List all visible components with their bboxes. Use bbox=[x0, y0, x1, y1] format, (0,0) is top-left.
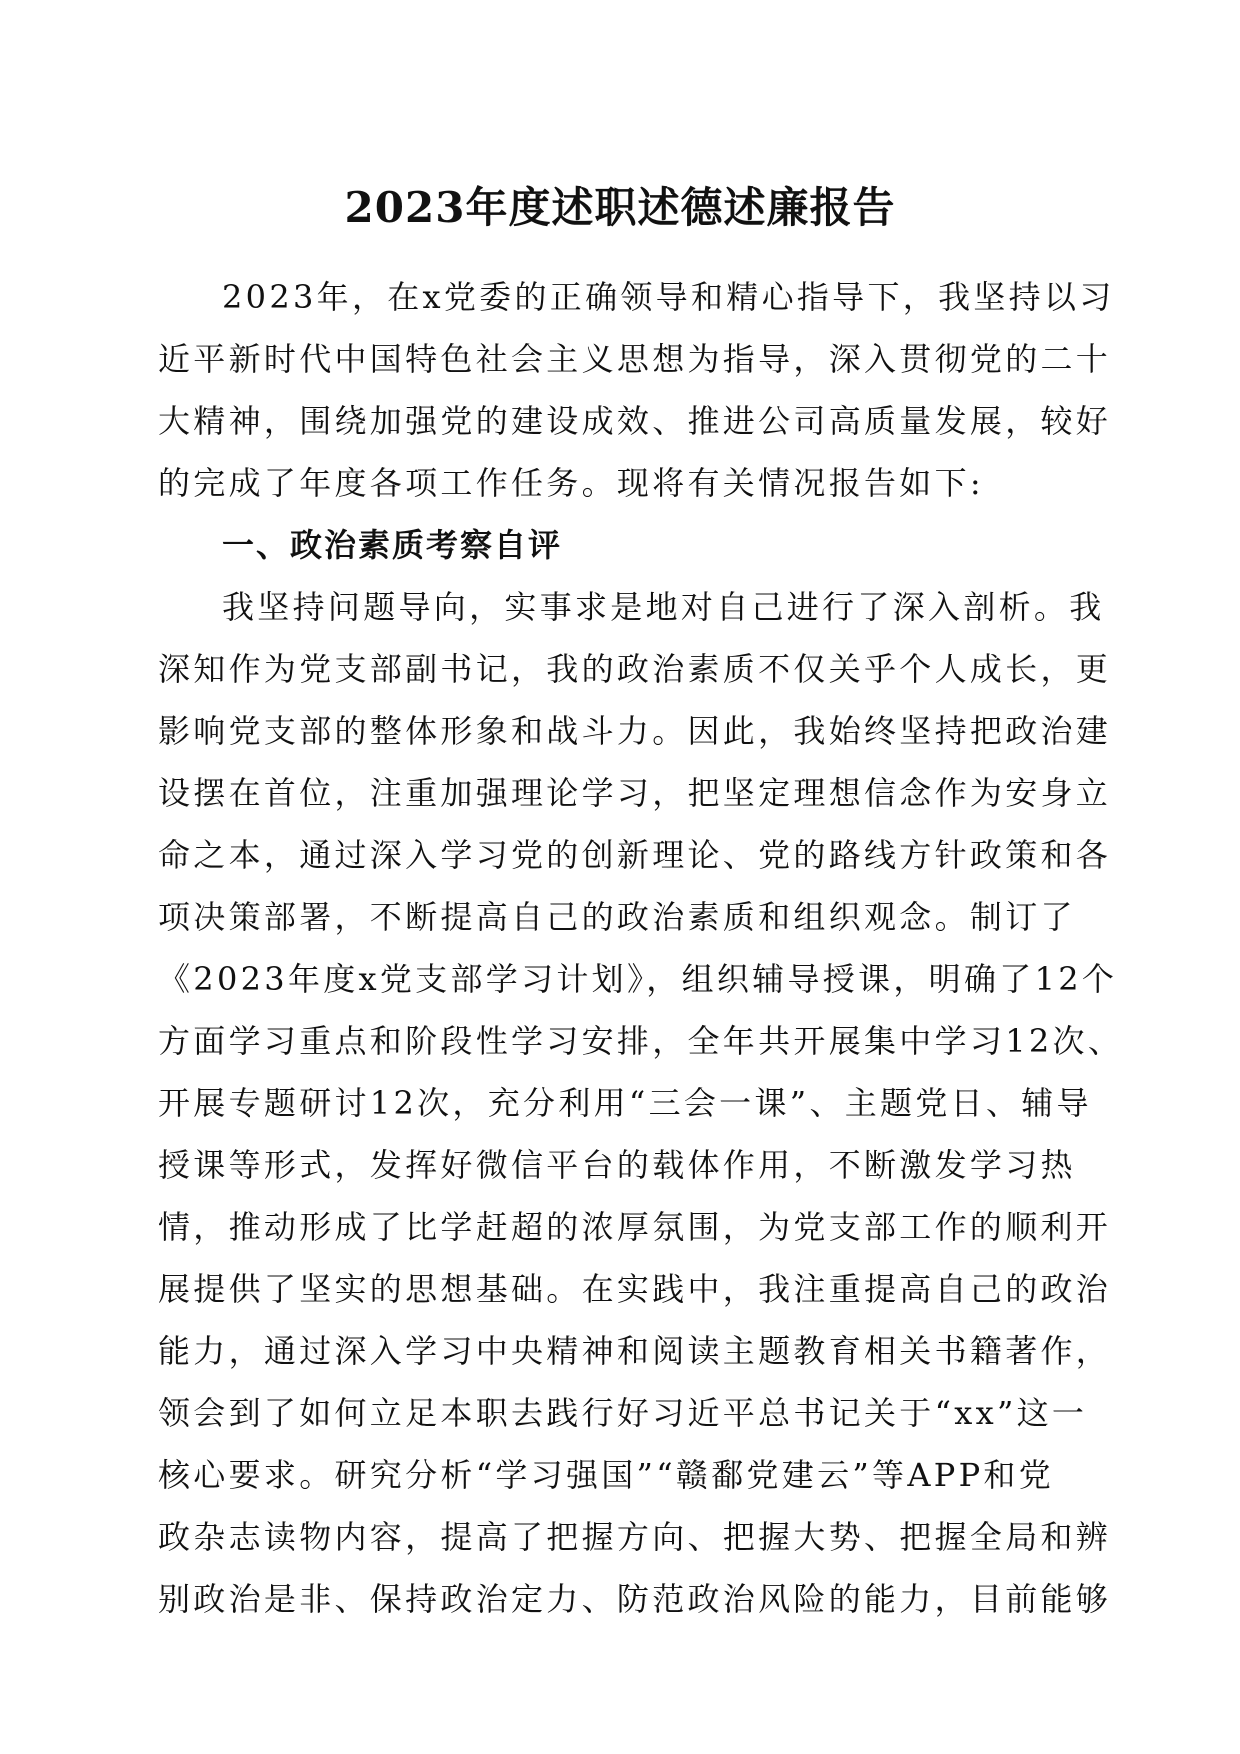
paragraph-line: 近平新时代中国特色社会主义思想为指导，深入贯彻党的二十 bbox=[158, 340, 1112, 378]
paragraph-line: 的完成了年度各项工作任务。现将有关情况报告如下: bbox=[158, 464, 984, 502]
paragraph-line: 开展专题研讨12次，充分利用“三会一课”、主题党日、辅导 bbox=[158, 1084, 1092, 1122]
section-heading: 一、政治素质考察自评 bbox=[222, 526, 563, 564]
paragraph-line: 我坚持问题导向，实事求是地对自己进行了深入剖析。我 bbox=[222, 588, 1105, 626]
paragraph-line: 2023年，在x党委的正确领导和精心指导下，我坚持以习 bbox=[222, 278, 1115, 316]
paragraph-line: 命之本，通过深入学习党的创新理论、党的路线方针政策和各 bbox=[158, 836, 1112, 874]
paragraph-line: 设摆在首位，注重加强理论学习，把坚定理想信念作为安身立 bbox=[158, 774, 1112, 812]
paragraph-line: 核心要求。研究分析“学习强国”“赣鄱党建云”等APP和党 bbox=[158, 1456, 1055, 1494]
document-body bbox=[158, 266, 1124, 1630]
paragraph-line: 别政治是非、保持政治定力、防范政治风险的能力，目前能够 bbox=[158, 1580, 1112, 1618]
paragraph-line: 能力，通过深入学习中央精神和阅读主题教育相关书籍著作， bbox=[158, 1332, 1112, 1370]
document-title: 2023年度述职述德述廉报告 bbox=[344, 183, 896, 232]
paragraph-line: 领会到了如何立足本职去践行好习近平总书记关于“xx”这一 bbox=[158, 1394, 1088, 1432]
paragraph-line: 大精神，围绕加强党的建设成效、推进公司高质量发展，较好 bbox=[158, 402, 1112, 440]
paragraph-line: 政杂志读物内容，提高了把握方向、把握大势、把握全局和辨 bbox=[158, 1518, 1112, 1556]
paragraph-line: 情，推动形成了比学赶超的浓厚氛围，为党支部工作的顺利开 bbox=[158, 1208, 1112, 1246]
paragraph-line: 项决策部署，不断提高自己的政治素质和组织观念。制订了 bbox=[158, 898, 1076, 936]
paragraph-line: 方面学习重点和阶段性学习安排，全年共开展集中学习12次、 bbox=[158, 1022, 1124, 1060]
paragraph-line: 影响党支部的整体形象和战斗力。因此，我始终坚持把政治建 bbox=[158, 712, 1112, 750]
paragraph-line: 展提供了坚实的思想基础。在实践中，我注重提高自己的政治 bbox=[158, 1270, 1112, 1308]
paragraph-line: 授课等形式，发挥好微信平台的载体作用，不断激发学习热 bbox=[158, 1146, 1076, 1184]
paragraph-line: 《2023年度x党支部学习计划》，组织辅导授课，明确了12个 bbox=[158, 960, 1118, 998]
paragraph-line: 深知作为党支部副书记，我的政治素质不仅关乎个人成长，更 bbox=[158, 650, 1112, 688]
